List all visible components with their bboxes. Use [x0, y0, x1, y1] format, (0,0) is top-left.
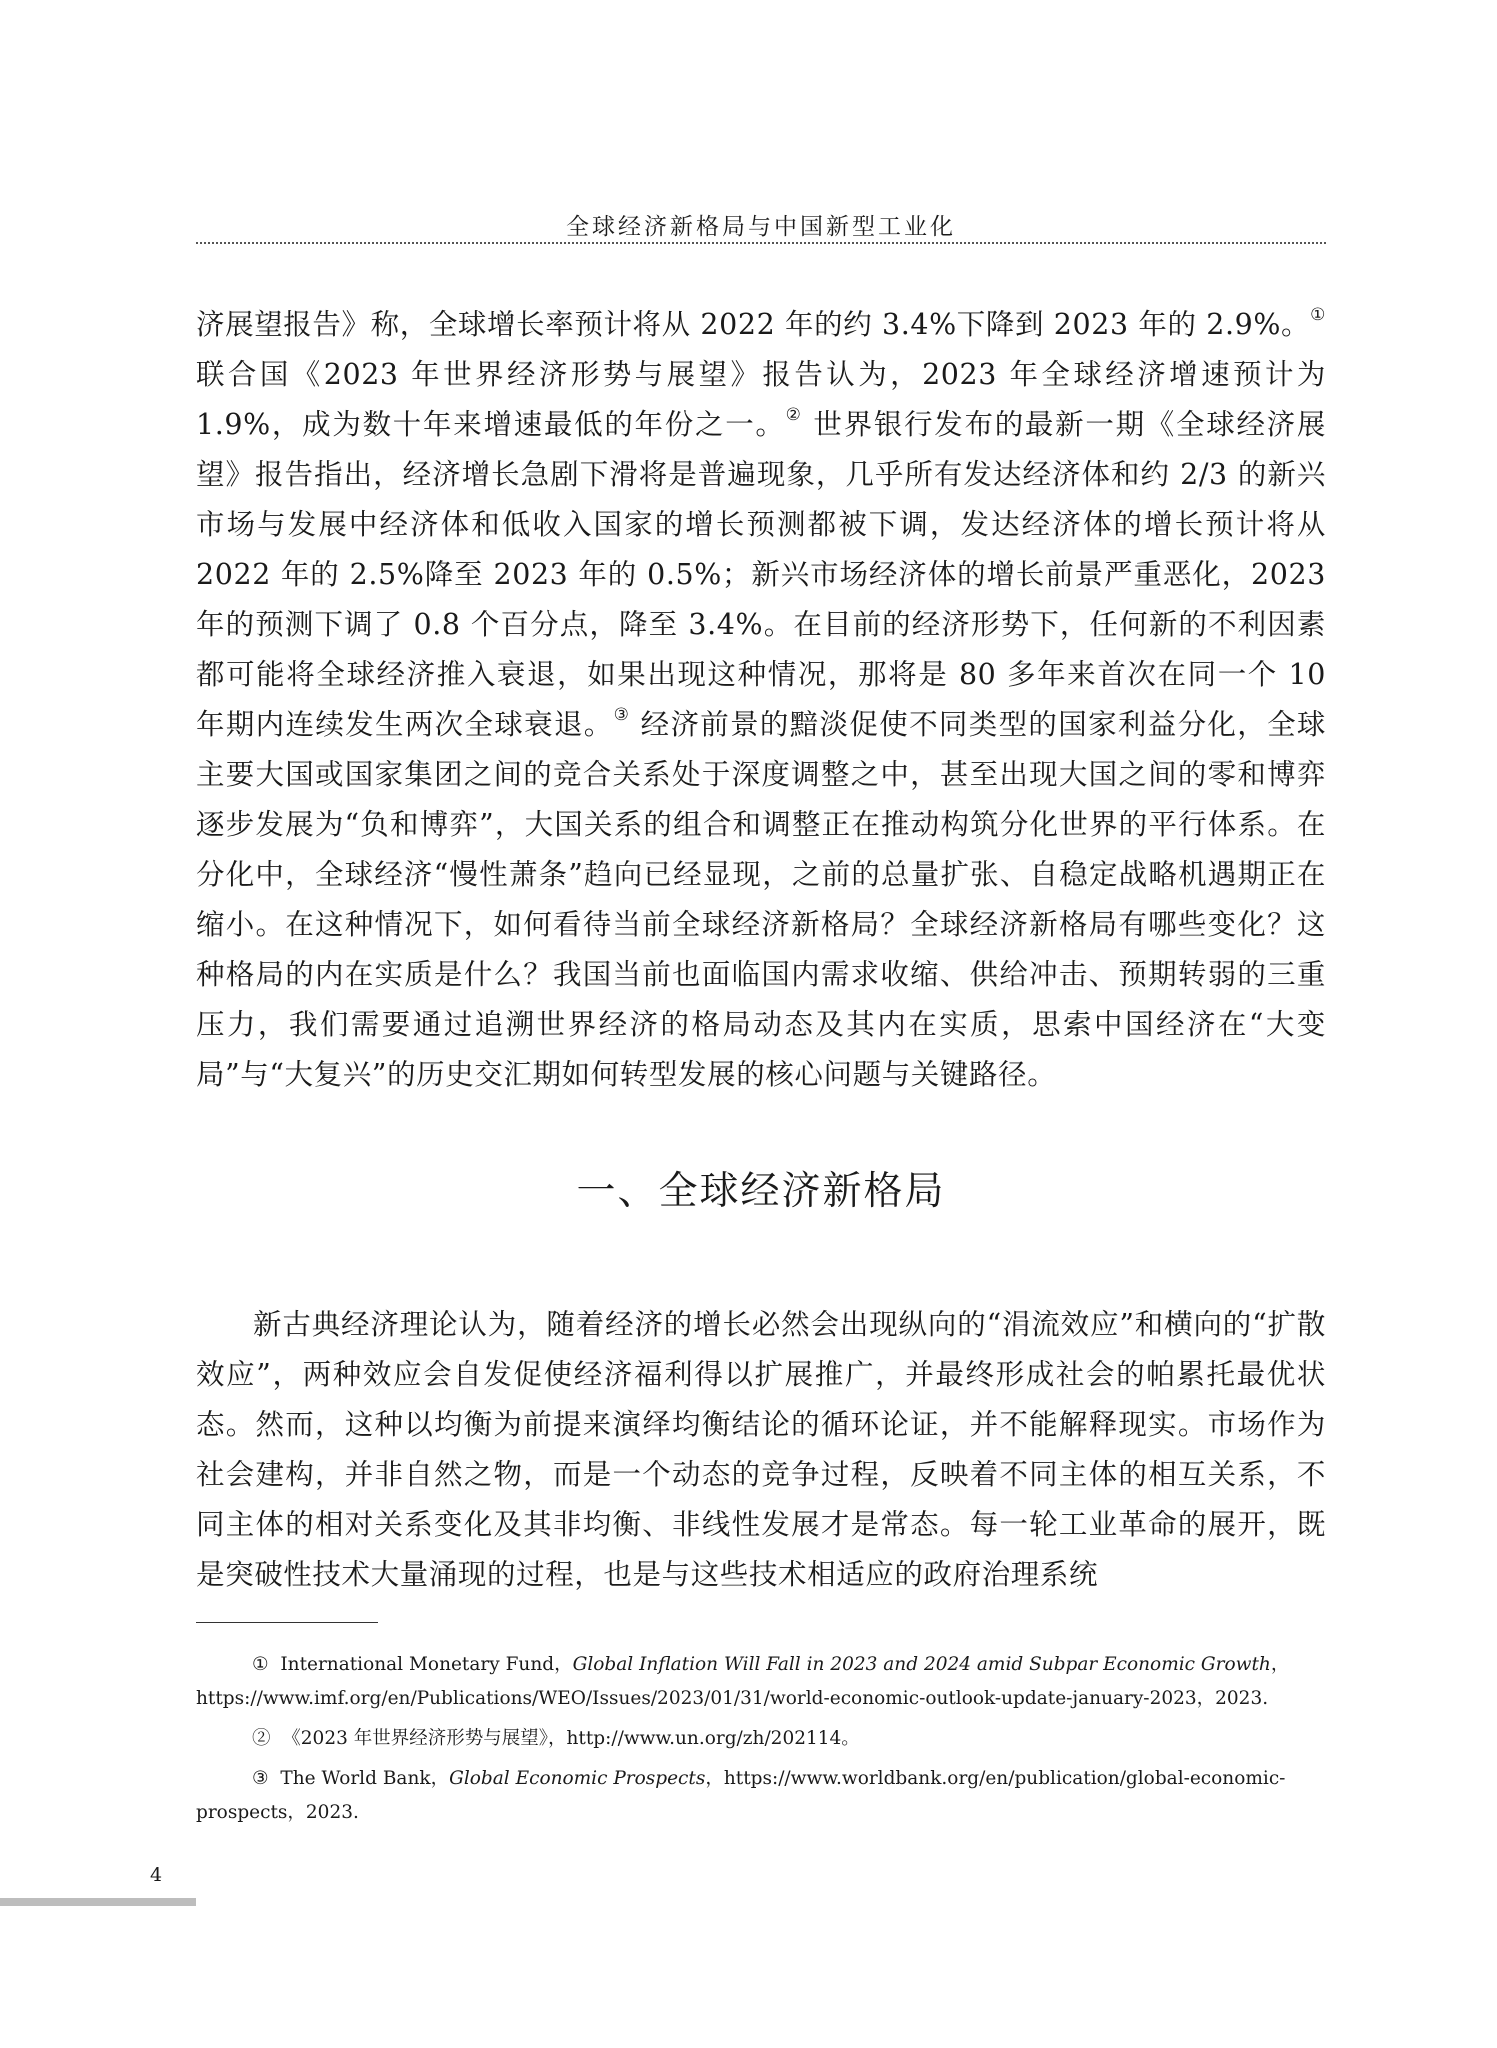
footnotes-section — [196, 1648, 1326, 1836]
footnote-2-mark: ② — [252, 1728, 271, 1749]
body-paragraph-1 — [196, 300, 1326, 1100]
footnote-ref-2[interactable]: ② — [785, 405, 803, 425]
footnote-2-text-before[interactable]: 《2023 年世界经济形势与展望》，http://www.un.org/zh/202114。 — [282, 1728, 860, 1749]
footnote-3-text-after[interactable]: ，https://www.worldbank.org/en/publication/global-economic-prospects，2023. — [196, 1768, 1286, 1823]
footnote-divider — [196, 1622, 378, 1623]
footnote-1-mark: ① — [252, 1654, 269, 1675]
footnote-3-text-before: The World Bank， — [280, 1768, 450, 1789]
footnote-3-title: Global Economic Prospects — [449, 1768, 706, 1789]
footnote-ref-1[interactable]: ① — [1310, 305, 1326, 325]
footnote-3-mark: ③ — [252, 1768, 269, 1789]
body-paragraph-2 — [196, 1300, 1326, 1600]
footnote-1-title: Global Inflation Will Fall in 2023 and 2024 amid Subpar Economic Growth — [572, 1654, 1271, 1675]
paragraph-1-part-1: 济展望报告》称，全球增长率预计将从 2022 年的约 3.4%下降到 2023 年的 2.9%。 — [196, 308, 1311, 341]
footnote-2 — [196, 1722, 1326, 1756]
running-header-title: 全球经济新格局与中国新型工业化 — [566, 214, 956, 240]
section-heading: 一、全球经济新格局 — [576, 1169, 946, 1214]
page-number-bar — [0, 1898, 196, 1906]
paragraph-1-part-4: 经济前景的黯淡促使不同类型的国家利益分化，全球主要大国或国家集团之间的竞合关系处于深度调整之中，甚至出现大国之间的零和博弈逐步发展为“负和博弈”，大国关系的组合和调整正在推动构筑分化世界的平行体系。在分化中，全球经济“慢性萧条”趋向已经显现，之前的总量扩张、自稳定战略机遇期正在缩小。在这种情况下，如何看待当前全球经济新格局？全球经济新格局有哪些变化？这种格局的内在实质是什么？我国当前也面临国内需求收缩、供给冲击、预期转弱的三重压力，我们需要通过追溯世界经济的格局动态及其内在实质，思索中国经济在“大变局”与“大复兴”的历史交汇期如何转型发展的核心问题与关键路径。 — [196, 708, 1326, 1091]
footnote-1 — [196, 1648, 1326, 1716]
paragraph-1-text — [196, 300, 1326, 1100]
page-number: 4 — [150, 1864, 163, 1886]
header-divider — [196, 242, 1326, 244]
paragraph-1-part-2: 联合国《2023 年世界经济形势与展望》报告认为，2023 年全球经济增速预计为 1.9%，成为数十年来增速最低的年份之一。 — [196, 358, 1326, 441]
paragraph-2-text: 新古典经济理论认为，随着经济的增长必然会出现纵向的“涓流效应”和横向的“扩散效应”，两种效应会自发促使经济福利得以扩展推广，并最终形成社会的帕累托最优状态。然而，这种以均衡为前提来演绎均衡结论的循环论证，并不能解释现实。市场作为社会建构，并非自然之物，而是一个动态的竞争过程，反映着不同主体的相互关系，不同主体的相对关系变化及其非均衡、非线性发展才是常态。每一轮工业革命的展开，既是突破性技术大量涌现的过程，也是与这些技术相适应的政府治理系统 — [196, 1308, 1326, 1591]
footnote-1-text-before: International Monetary Fund， — [280, 1654, 573, 1675]
paragraph-1-part-3: 世界银行发布的最新一期《全球经济展望》报告指出，经济增长急剧下滑将是普遍现象，几乎所有发达经济体和约 2/3 的新兴市场与发展中经济体和低收入国家的增长预测都被下调，发达经济体的增长预计将从 2022 年的 2.5%降至 2023 年的 0.5%；新兴市场经济体的增长前景严重恶化，2023 年的预测下调了 0.8 个百分点，降至 3.4%。在目前的经济形势下，任何新的不利因素都可能将全球经济推入衰退，如果出现这种情况，那将是 80 多年来首次在同一个 10 年期内连续发生两次全球衰退。 — [196, 408, 1326, 741]
footnote-1-text-after[interactable]: ，https://www.imf.org/en/Publications/WEO/Issues/2023/01/31/world-economic-outlook-update-january-2023，2023. — [196, 1654, 1290, 1709]
footnote-ref-3[interactable]: ③ — [613, 705, 631, 725]
footnote-3 — [196, 1762, 1326, 1830]
